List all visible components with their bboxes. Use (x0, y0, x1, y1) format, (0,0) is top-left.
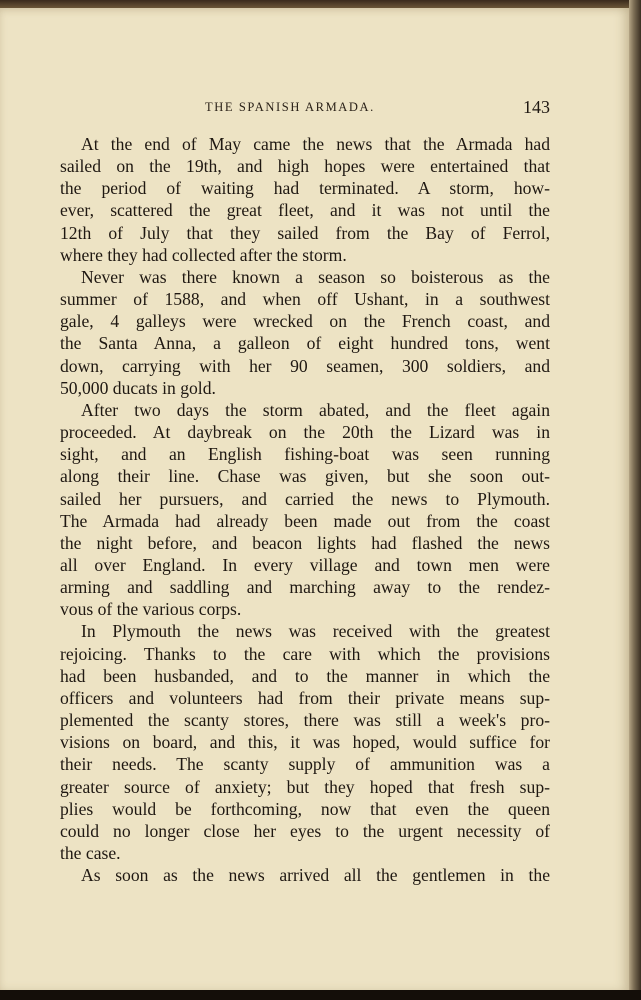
text-line: Never was there known a season so boisterous as the (81, 266, 550, 287)
text-line: arming and saddling and marching away to the rendez- (60, 577, 550, 598)
text-line: sailed on the 19th, and high hopes were entertained that (60, 156, 550, 177)
text-line: proceeded. At daybreak on the 20th the Lizard was in (60, 422, 550, 443)
text-line: ever, scattered the great fleet, and it was not until the (60, 200, 550, 221)
text-line: After two days the storm abated, and the fleet again (81, 399, 550, 420)
paragraph (60, 266, 550, 399)
text-line: along their line. Chase was given, but she soon out- (60, 466, 550, 487)
text-line: could no longer close her eyes to the urgent necessity of (60, 820, 550, 841)
text-line: the night before, and beacon lights had flashed the news (60, 532, 550, 553)
text-line: officers and volunteers had from their private means sup- (60, 687, 550, 708)
text-line: plies would be forthcoming, now that even the queen (60, 798, 550, 819)
text-line: gale, 4 galleys were wrecked on the French coast, and (60, 311, 550, 332)
text-line: sight, and an English fishing-boat was seen running (60, 444, 550, 465)
paragraph (60, 133, 550, 266)
text-line: At the end of May came the news that the Armada had (81, 134, 550, 154)
text-line: In Plymouth the news was received with the greatest (81, 621, 550, 642)
text-line: plemented the scanty stores, there was still a week's pro- (60, 710, 550, 731)
text-line: 12th of July that they sailed from the Bay of Ferrol, (60, 222, 550, 243)
text-line: had been husbanded, and to the manner in which the (60, 665, 550, 686)
paragraph (60, 864, 550, 886)
text-line: 50,000 ducats in gold. (60, 377, 216, 398)
text-line: all over England. In every village and town men were (60, 554, 550, 575)
page-top-edge (0, 0, 641, 8)
text-line: the case. (60, 843, 121, 863)
running-title: THE SPANISH ARMADA. (205, 100, 375, 114)
text-line: summer of 1588, and when off Ushant, in a southwest (60, 289, 550, 310)
text-line: greater source of anxiety; but they hoped that fresh sup- (60, 776, 550, 797)
text-line: where they had collected after the storm. (60, 244, 347, 265)
page-binding-edge (629, 0, 641, 1000)
page-number: 143 (523, 97, 550, 117)
paragraph (60, 620, 550, 864)
text-line: vous of the various corps. (60, 599, 242, 620)
paragraph (60, 399, 550, 621)
text-line: their needs. The scanty supply of ammunition was a (60, 754, 550, 775)
text-line: the period of waiting had terminated. A storm, how- (60, 178, 550, 199)
body-text (60, 133, 550, 886)
text-line: The Armada had already been made out from the coast (60, 510, 550, 531)
text-line: down, carrying with her 90 seamen, 300 soldiers, and (60, 355, 550, 376)
text-line: sailed her pursuers, and carried the news to Plymouth. (60, 488, 550, 509)
text-line: As soon as the news arrived all the gentlemen in the (81, 865, 550, 886)
text-line: the Santa Anna, a galleon of eight hundred tons, went (60, 333, 550, 354)
text-line: visions on board, and this, it was hoped, would suffice for (60, 732, 550, 753)
text-line: rejoicing. Thanks to the care with which the provisions (60, 643, 550, 664)
page-bottom-edge (0, 990, 641, 1000)
page-header (60, 97, 550, 123)
